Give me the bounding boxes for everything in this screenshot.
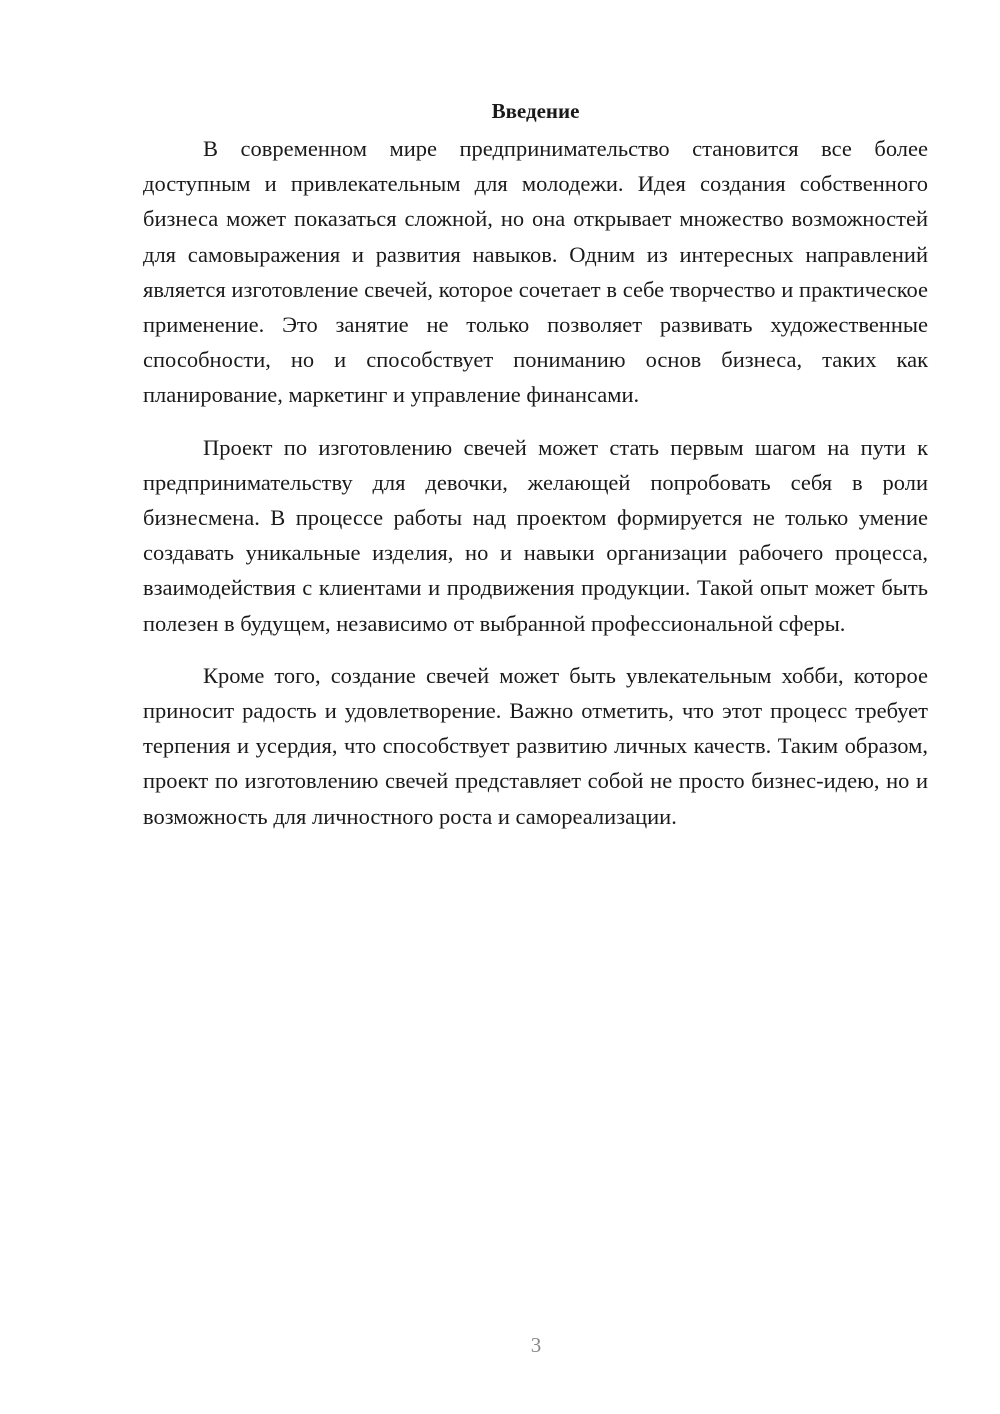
paragraph-3: Кроме того, создание свечей может быть увлекательным хобби, которое приносит радость и удовлетворение. Важно отметить, что этот процесс требует терпения и усердия, что способствует развитию личных качеств. Таким образом, проект по изготовлению свечей представляет собой не просто бизнес-идею, но и возможность для личностного роста и самореализации. [143, 662, 928, 829]
paragraph-2: Проект по изготовлению свечей может стать первым шагом на пути к предпринимательству для девочки, желающей попробовать себя в роли бизнесмена. В процессе работы над проектом формируется не только умение создавать уникальные изделия, но и навыки организации рабочего процесса, взаимодействия с клиентами и продвижения продукции. Такой опыт может быть полезен в будущем, независимо от выбранной профессиональной сферы. [143, 434, 928, 636]
page-number: 3 [530, 1333, 542, 1357]
page-content [143, 96, 928, 851]
paragraph-1: В современном мире предпринимательство становится все более доступным и привлекательным для молодежи. Идея создания собственного бизнеса может показаться сложной, но она открывает множество возможностей для самовыражения и развития навыков. Одним из интересных направлений является изготовление свечей, которое сочетает в себе творчество и практическое применение. Это занятие не только позволяет развивать художественные способности, но и способствует пониманию основ бизнеса, таких как планирование, маркетинг и управление финансами. [143, 136, 928, 408]
section-heading: Введение [491, 99, 580, 123]
